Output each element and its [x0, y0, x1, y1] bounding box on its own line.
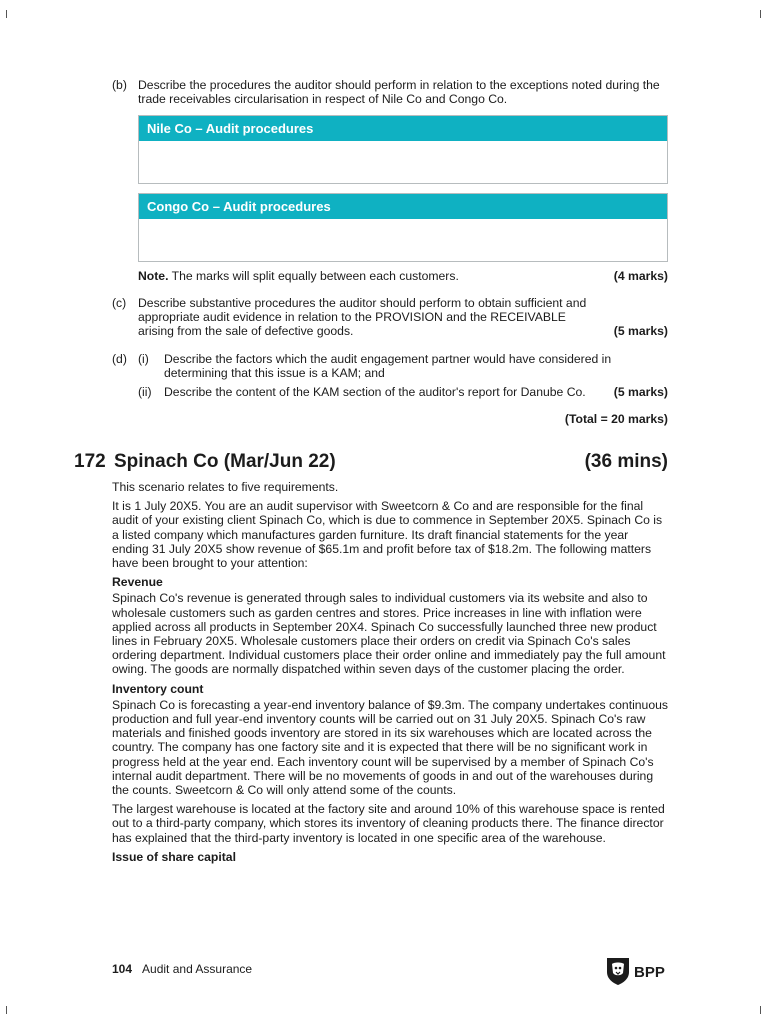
- question-title: Spinach Co (Mar/Jun 22): [114, 451, 336, 472]
- scenario-paragraph: It is 1 July 20X5. You are an audit supervisor with Sweetcorn & Co and are responsible for the final audit of your existing client Spinach Co, which is due to commence in September 20X5. Spinach Co is a listed company which manufactures garden furniture. Its draft financial statements for the year ending 31 July 20X5 show revenue of $65.1m and profit before tax of $18.2m. The following matters have been brought to your attention:: [112, 499, 663, 571]
- congo-co-answer-box: [138, 193, 668, 262]
- bpp-logo: [604, 955, 674, 987]
- question-time: (36 mins): [584, 451, 668, 472]
- inventory-paragraph-1: Spinach Co is forecasting a year-end inventory balance of $9.3m. The company undertakes continuous production and full year-end inventory counts will be carried out on 31 July 20X5. Spinach Co's raw materials and finished goods inventory are stored in its six warehouses which are located across the country. The company has one factory site and it is expected that there will be no significant work in progress held at the year end. Each inventory count will be supervised by a member of Spinach Co's internal audit department. There will be no movements of goods in and out of the warehouses during the counts. Sweetcorn & Co will only attend some of the counts.: [112, 697, 668, 798]
- nile-co-box-heading: Nile Co – Audit procedures: [139, 116, 667, 141]
- bpp-shield-icon: [604, 955, 674, 987]
- part-b-text: Describe the procedures the auditor should perform in relation to the exceptions noted during the trade receivables circularisation in respect of Nile Co and Congo Co.: [138, 78, 660, 107]
- part-b-marks: (4 marks): [613, 269, 668, 283]
- subheading-inventory-count: Inventory count: [112, 681, 204, 696]
- question-heading: [74, 450, 668, 474]
- part-d-marks: (5 marks): [613, 385, 668, 400]
- page-footer: [112, 962, 252, 976]
- page-number: 104: [112, 962, 133, 976]
- total-marks: (Total = 20 marks): [564, 412, 668, 426]
- question-part-c: [112, 296, 668, 339]
- part-c-label: (c): [112, 296, 127, 310]
- crop-mark: [6, 10, 7, 18]
- congo-co-box-heading: Congo Co – Audit procedures: [139, 194, 667, 219]
- subheading-revenue: Revenue: [112, 575, 163, 590]
- book-title: Audit and Assurance: [142, 962, 253, 976]
- part-d-i-label: (i): [138, 352, 149, 366]
- part-d-ii-label: (ii): [138, 385, 152, 400]
- scenario-body: [112, 480, 668, 866]
- part-c-marks: (5 marks): [613, 324, 668, 338]
- note-text: The marks will split equally between each customers.: [168, 269, 459, 283]
- inventory-paragraph-2: The largest warehouse is located at the factory site and around 10% of this warehouse space is rented out to a third-party company, which stores its inventory of cleaning products there. The finance director has explained that the third-party inventory is located in one specific area of the warehouse.: [112, 802, 665, 845]
- nile-co-answer-box: [138, 115, 668, 184]
- intro-paragraph: This scenario relates to five requirements.: [112, 480, 339, 494]
- part-c-text: Describe substantive procedures the auditor should perform to obtain sufficient and appropriate audit evidence in relation to the PROVISION and the RECEIVABLE arising from the sale of defective goods.: [138, 296, 587, 339]
- crop-mark: [6, 1006, 7, 1014]
- question-part-d: [112, 352, 668, 400]
- part-b-label: (b): [112, 78, 127, 92]
- subheading-share-capital: Issue of share capital: [112, 849, 236, 864]
- part-d-ii-text: Describe the content of the KAM section of the auditor's report for Danube Co.: [164, 385, 586, 400]
- logo-text: BPP: [634, 964, 665, 981]
- part-d-i-text: Describe the factors which the audit engagement partner would have considered in determining that this issue is a KAM; and: [164, 352, 612, 381]
- note-row: [138, 269, 668, 283]
- question-number: 172: [74, 451, 106, 472]
- note-label: Note.: [138, 269, 169, 283]
- crop-mark: [760, 10, 761, 18]
- revenue-paragraph: Spinach Co's revenue is generated through sales to individual customers via its website and also to wholesale customers such as garden centres and stores. Price increases in line with inflation were applied across all products in September 20X4. Spinach Co successfully launched three new product lines in February 20X5. Wholesale customers place their orders on credit via Spinach Co's sales ordering department. Individual customers place their order online and immediately pay the full amount owing. The goods are normally dispatched within seven days of the customer placing the order.: [112, 591, 666, 677]
- crop-mark: [760, 1006, 761, 1014]
- part-d-label: (d): [112, 352, 127, 366]
- question-part-b: [112, 78, 668, 106]
